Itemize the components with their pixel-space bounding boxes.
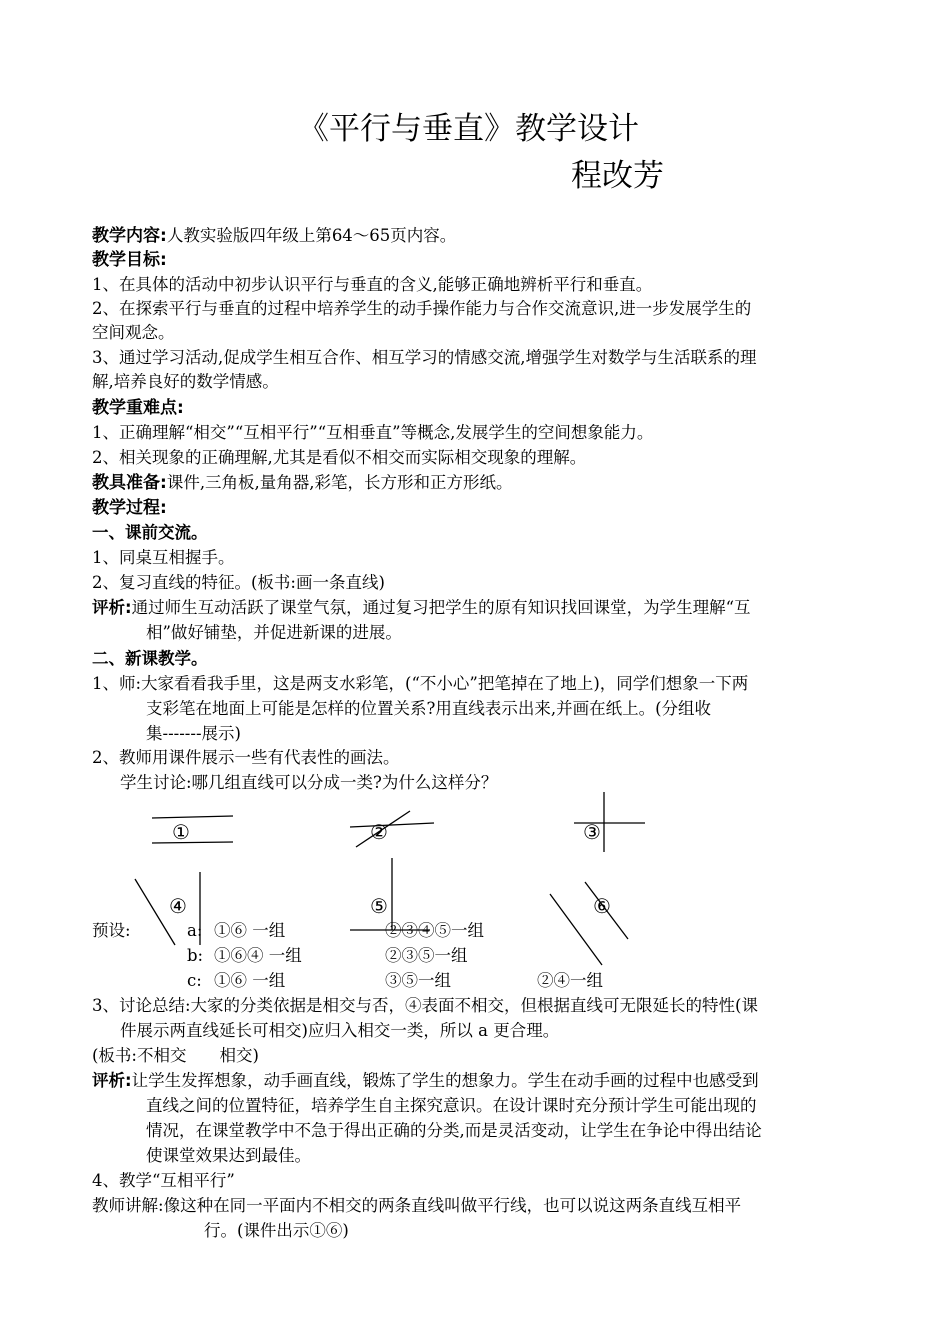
part2-heading: 二、新课教学。	[92, 649, 208, 668]
part2-line: 4、教学“互相平行”	[92, 1171, 235, 1190]
author-name: 程改芳	[571, 158, 664, 194]
tools-label: 教具准备:	[92, 473, 167, 493]
goal-item: 空间观念。	[92, 323, 175, 342]
goal-item: 2、在探索平行与垂直的过程中培养学生的动手操作能力与合作交流意识,进一步发展学生的	[92, 299, 752, 318]
part1-heading: 一、课前交流。	[92, 523, 208, 542]
tools-text: 课件,三角板,量角器,彩笔，长方形和正方形纸。	[166, 473, 513, 492]
figure-label: ①	[172, 820, 190, 844]
summary-line: 3、讨论总结:大家的分类依据是相交与否，④表面不相交，但根据直线可无限延长的特性(课	[92, 996, 758, 1015]
review2-label: 评析:	[92, 1071, 132, 1090]
summary-line: 件展示两直线延长可相交)应归入相交一类，所以 a 更合理。	[120, 1021, 560, 1040]
page-title: 《平行与垂直》教学设计	[298, 111, 639, 147]
goal-item: 解,培养良好的数学情感。	[92, 372, 279, 391]
difficulty-item: 1、正确理解“相交”“互相平行”“互相垂直”等概念,发展学生的空间想象能力。	[92, 423, 654, 442]
part2-line: 支彩笔在地面上可能是怎样的位置关系?用直线表示出来,并画在纸上。(分组收	[146, 699, 712, 718]
review1-label: 评析:	[92, 598, 132, 617]
review2-text-cont: 使课堂效果达到最佳。	[146, 1146, 311, 1165]
review2-line	[92, 1070, 759, 1092]
preset-a-group: ②③④⑤一组	[385, 921, 484, 940]
review2-text: 让学生发挥想象，动手画直线，锻炼了学生的想象力。学生在动手画的过程中也感受到	[131, 1071, 759, 1090]
figure-label: ②	[370, 820, 388, 844]
preset-b-key: b:	[187, 946, 204, 965]
explain-label: 教师讲解:	[92, 1196, 164, 1215]
preset-c-key: c:	[187, 971, 202, 990]
content-text: 人教实验版四年级上第64～65页内容。	[166, 226, 457, 245]
review2-text-cont: 直线之间的位置特征，培养学生自主探究意识。在设计课时充分预计学生可能出现的	[146, 1096, 757, 1115]
review1-text: 通过师生互动活跃了课堂气氛，通过复习把学生的原有知识找回课堂，为学生理解“互	[131, 598, 751, 617]
part2-discuss: 学生讨论:哪几组直线可以分成一类?为什么这样分？	[120, 773, 498, 792]
figure-label: ③	[583, 820, 601, 844]
explain-line	[92, 1195, 741, 1217]
review1-text-cont: 相”做好铺垫，并促进新课的进展。	[146, 623, 402, 642]
goal-item: 1、在具体的活动中初步认识平行与垂直的含义,能够正确地辨析平行和垂直。	[92, 275, 653, 294]
difficulty-item: 2、相关现象的正确理解,尤其是看似不相交而实际相交现象的理解。	[92, 448, 587, 467]
part2-line: 1、师:大家看看我手里，这是两支水彩笔，(“不小心”把笔掉在了地上)，同学们想象一下两	[92, 674, 749, 693]
preset-b-group: ①⑥④ 一组	[214, 946, 302, 965]
part1-line: 1、同桌互相握手。	[92, 548, 235, 567]
preset-b-group: ②③⑤一组	[385, 946, 468, 965]
figure-label: ⑤	[370, 894, 388, 918]
part2-line: 集-------展示)	[146, 724, 241, 743]
figure-label: ⑥	[593, 894, 611, 918]
preset-c-group: ①⑥ 一组	[214, 971, 286, 990]
goals-label: 教学目标:	[92, 250, 167, 270]
preset-c-group: ③⑤一组	[385, 971, 451, 990]
difficulties-label: 教学重难点:	[92, 398, 184, 418]
preset-label: 预设:	[92, 921, 131, 940]
explain-text-cont: 行。(课件出示①⑥)	[204, 1221, 349, 1240]
process-label: 教学过程:	[92, 498, 167, 518]
preset-c-group: ②④一组	[537, 971, 603, 990]
board-note: (板书:不相交 相交)	[92, 1046, 259, 1065]
part2-line: 2、教师用课件展示一些有代表性的画法。	[92, 748, 400, 767]
goal-item: 3、通过学习活动,促成学生相互合作、相互学习的情感交流,增强学生对数学与生活联系的理	[92, 348, 757, 367]
preset-a-key: a:	[187, 921, 203, 940]
part1-line: 2、复习直线的特征。(板书:画一条直线)	[92, 573, 385, 592]
preset-a-group: ①⑥ 一组	[214, 921, 286, 940]
review2-text-cont: 情况，在课堂教学中不急于得出正确的分类,而是灵活变动，让学生在争论中得出结论	[146, 1121, 762, 1140]
figure1-line	[152, 842, 233, 843]
explain-text: 像这种在同一平面内不相交的两条直线叫做平行线，也可以说这两条直线互相平	[163, 1196, 742, 1215]
figure-label: ④	[169, 894, 187, 918]
content-label: 教学内容:	[92, 226, 167, 246]
figure1-line	[152, 816, 233, 818]
